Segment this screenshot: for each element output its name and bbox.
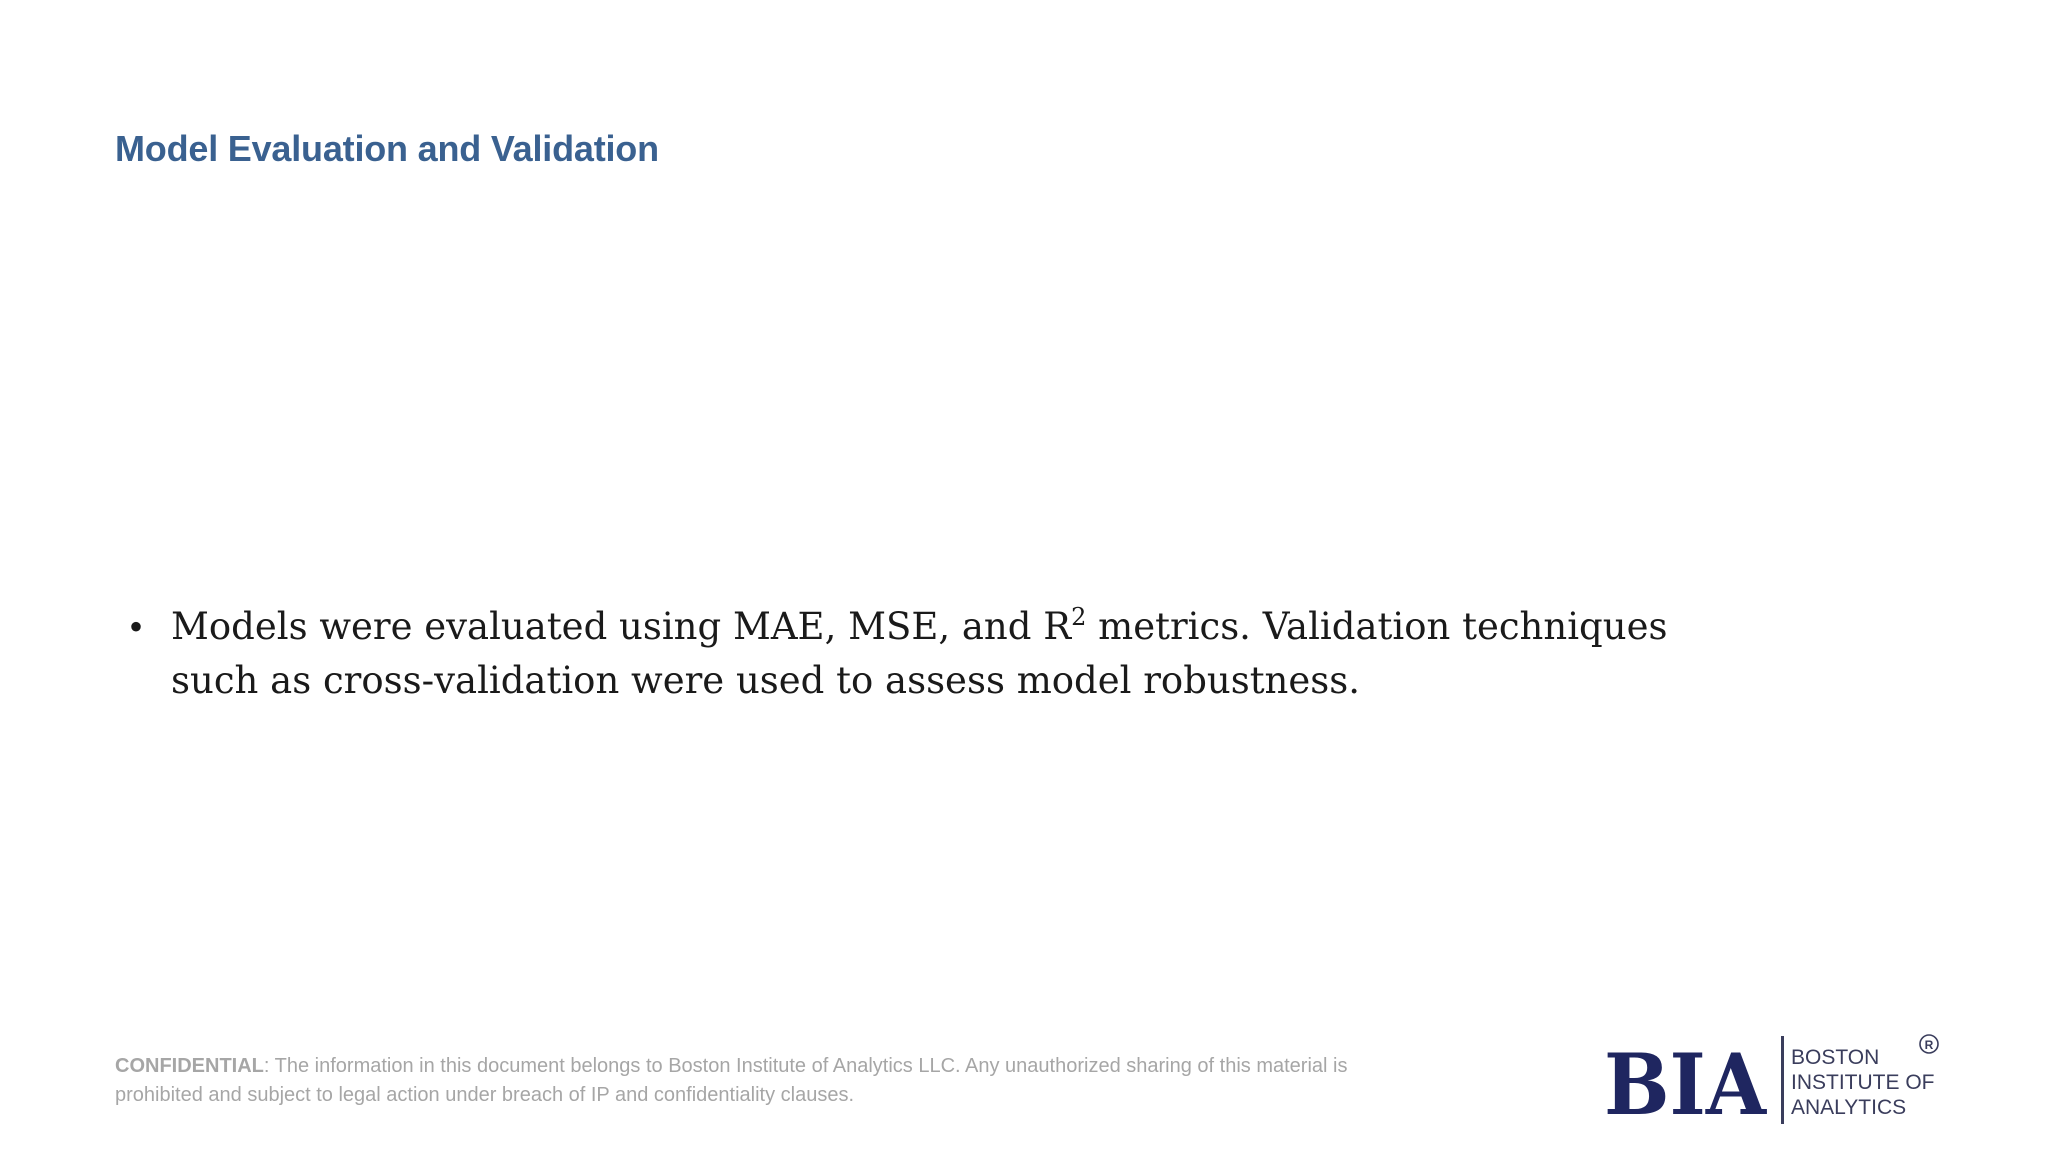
confidential-text: : The information in this document belongs to Boston Institute of Analytics LLC. Any unauthorized sharing of this material is prohibited and subject to legal action under breach of IP and confidentiality clauses. [115,1055,1348,1106]
bullet-text-after: metrics. Validation techniques such as cross-validation were used to assess model robustness. [171,605,1668,702]
logo-divider [1781,1036,1784,1124]
bullet-dot-icon: • [129,604,144,649]
confidentiality-notice [115,1052,1415,1110]
logo-line-3: ANALYTICS [1791,1096,1907,1119]
bullet-list [125,600,1725,708]
confidential-label: CONFIDENTIAL [115,1055,264,1077]
bia-logo [1600,1030,1960,1130]
slide-title: Model Evaluation and Validation [115,128,659,169]
registered-mark-letter: R [1924,1038,1934,1052]
bullet-text [171,600,1725,708]
bullet-superscript: 2 [1071,603,1087,631]
logo-line-1: BOSTON [1791,1046,1880,1069]
logo-mark: BIA [1604,1035,1768,1130]
bullet-text-before: Models were evaluated using MAE, MSE, and R [171,605,1072,648]
logo-line-2: INSTITUTE OF [1791,1071,1935,1094]
bullet-item [125,600,1725,708]
